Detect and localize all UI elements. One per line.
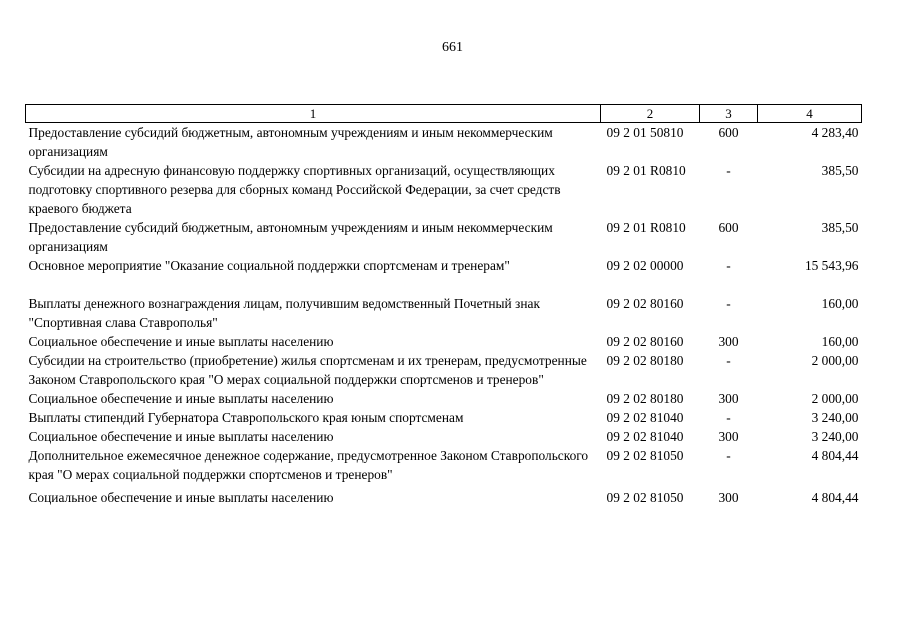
table-row — [26, 351, 862, 389]
row-amount: 4 283,40 — [811, 125, 859, 140]
row-code: 09 2 02 80160 — [606, 334, 684, 349]
row-amount: 160,00 — [821, 296, 859, 311]
row-name: Социальное обеспечение и иные выплаты населению — [28, 429, 334, 444]
row-amount: 160,00 — [821, 334, 859, 349]
column-header-amount: 4 — [758, 105, 862, 123]
row-name: Дополнительное ежемесячное денежное содержание, предусмотренное Законом Ставропольского края "О мерах социальной поддержки спортсменов и тренеров" — [28, 448, 589, 482]
column-header-code: 2 — [601, 105, 700, 123]
page-number: 661 — [442, 40, 463, 55]
row-name: Основное мероприятие "Оказание социальной поддержки спортсменам и тренерам" — [28, 258, 510, 273]
row-code: 09 2 01 R0810 — [606, 220, 686, 235]
row-amount: 15 543,96 — [804, 258, 859, 273]
row-expense-type: - — [726, 448, 731, 463]
row-name: Субсидии на адресную финансовую поддержку спортивных организаций, осуществляющих подготовку спортивного резерва для сборных команд Российской Федерации, за счет средств краевого бюджета — [28, 163, 561, 216]
row-expense-type: - — [726, 410, 731, 425]
table-header-row — [26, 105, 862, 123]
row-name: Социальное обеспечение и иные выплаты населению — [28, 391, 334, 406]
table-row — [26, 332, 862, 351]
row-code: 09 2 02 81040 — [606, 410, 684, 425]
row-amount: 4 804,44 — [811, 448, 859, 463]
table-row — [26, 408, 862, 427]
row-expense-type: 300 — [718, 490, 739, 505]
column-header-name: 1 — [26, 105, 601, 123]
row-code: 09 2 02 81050 — [606, 448, 684, 463]
row-amount: 385,50 — [821, 220, 859, 235]
row-code: 09 2 01 50810 — [606, 125, 684, 140]
row-expense-type: - — [726, 353, 731, 368]
row-expense-type: - — [726, 296, 731, 311]
row-expense-type: 300 — [718, 429, 739, 444]
row-expense-type: 600 — [718, 220, 739, 235]
row-amount: 4 804,44 — [811, 490, 859, 505]
row-expense-type: 600 — [718, 125, 739, 140]
row-amount: 2 000,00 — [811, 391, 859, 406]
table-row — [26, 161, 862, 218]
row-amount: 385,50 — [821, 163, 859, 178]
row-code: 09 2 02 81050 — [606, 490, 684, 505]
row-code: 09 2 02 00000 — [606, 258, 684, 273]
table-row — [26, 123, 862, 162]
table-row — [26, 294, 862, 332]
row-code: 09 2 02 80180 — [606, 353, 684, 368]
row-amount: 3 240,00 — [811, 410, 859, 425]
row-name: Выплаты стипендий Губернатора Ставропольского края юным спортсменам — [28, 410, 464, 425]
row-expense-type: - — [726, 258, 731, 273]
column-header-type: 3 — [700, 105, 758, 123]
row-amount: 3 240,00 — [811, 429, 859, 444]
table-row — [26, 427, 862, 446]
row-name: Предоставление субсидий бюджетным, автономным учреждениям и иным некоммерческим организациям — [28, 125, 553, 159]
table-row — [26, 218, 862, 256]
row-name: Социальное обеспечение и иные выплаты населению — [28, 490, 334, 505]
row-code: 09 2 02 80160 — [606, 296, 684, 311]
row-name: Предоставление субсидий бюджетным, автономным учреждениям и иным некоммерческим организациям — [28, 220, 553, 254]
row-expense-type: 300 — [718, 391, 739, 406]
row-code: 09 2 01 R0810 — [606, 163, 686, 178]
row-expense-type: - — [726, 163, 731, 178]
row-name: Выплаты денежного вознаграждения лицам, получившим ведомственный Почетный знак "Спортивная слава Ставрополья" — [28, 296, 540, 330]
row-expense-type: 300 — [718, 334, 739, 349]
row-name: Социальное обеспечение и иные выплаты населению — [28, 334, 334, 349]
row-amount: 2 000,00 — [811, 353, 859, 368]
table-row — [26, 446, 862, 488]
table-row — [26, 256, 862, 294]
row-code: 09 2 02 81040 — [606, 429, 684, 444]
row-name: Субсидии на строительство (приобретение) жилья спортсменам и их тренерам, предусмотренные Законом Ставропольского края "О мерах социальной поддержки спортсменов и тренеров" — [28, 353, 587, 387]
budget-table — [25, 104, 862, 507]
row-code: 09 2 02 80180 — [606, 391, 684, 406]
table-row — [26, 488, 862, 507]
table-row — [26, 389, 862, 408]
